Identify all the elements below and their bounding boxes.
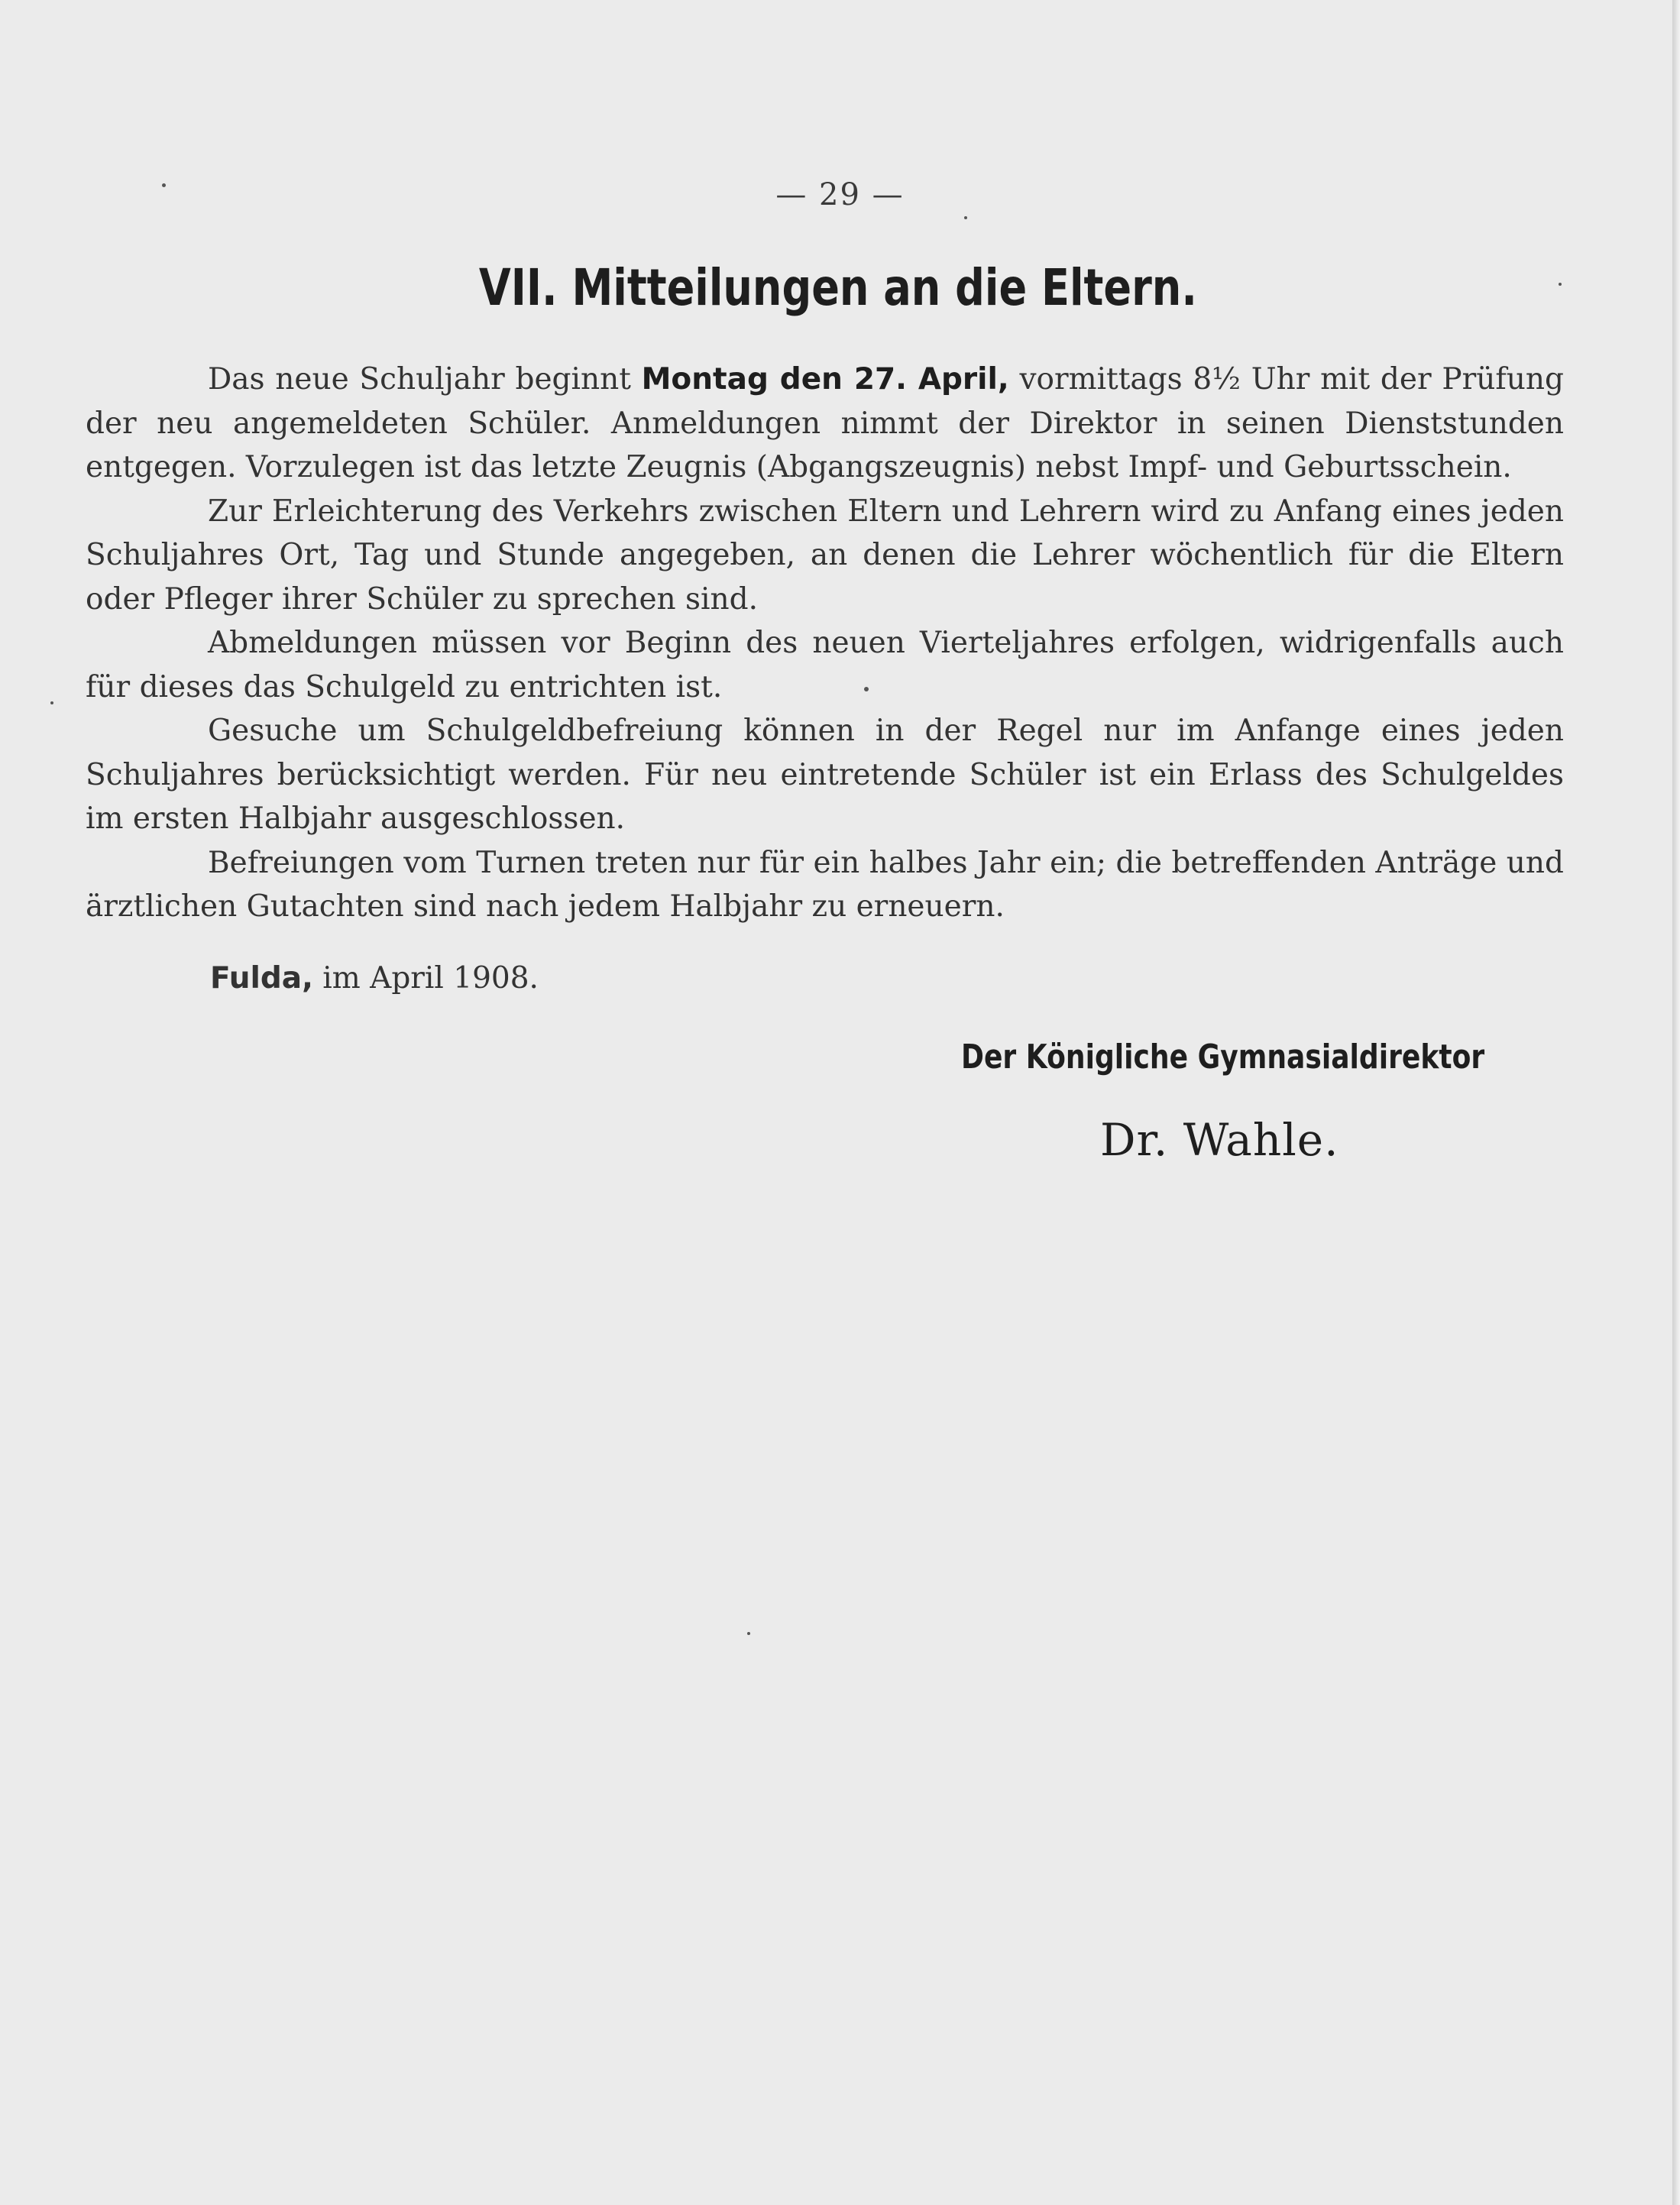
- scan-speck: [747, 1632, 750, 1635]
- paragraph-consultation-hours: Zur Erleichterung des Verkehrs zwischen Eltern und Lehrern wird zu Anfang eines jeden Schuljahres Ort, Tag und Stunde angegeben, an denen die Lehrer wöchentlich für die Eltern oder Pfleger ihrer Schüler zu sprechen sind.: [86, 494, 1564, 617]
- signature-title: Der Königliche Gymnasialdirektor: [961, 1038, 1485, 1077]
- page-number: — 29 —: [775, 177, 905, 212]
- paragraph-fee-exemption: Gesuche um Schulgeldbefreiung können in der Regel nur im Anfange eines jeden Schuljahres berücksichtigt werden. Für neu eintretende Schüler ist ein Erlass des Schulgeldes im ersten Halbjahr ausgeschlossen.: [86, 714, 1564, 836]
- scan-speck: [162, 183, 166, 187]
- page-edge: [1672, 0, 1680, 2205]
- start-date-emphasis: Montag den 27. April,: [641, 362, 1009, 397]
- paragraph-rest: vormittags 8½ Uhr mit der Prüfung der neu angemeldeten Schüler. Anmeldungen nimmt der Direktor in seinen Dienststunden entgegen. Vorzulegen ist das letzte Zeugnis (Abgangszeugnis) nebst Impf- und Geburtsschein.: [86, 362, 1564, 484]
- place: Fulda,: [210, 961, 313, 996]
- paragraph-lead: Das neue Schuljahr beginnt: [208, 362, 642, 397]
- place-date-line: [210, 961, 539, 996]
- paragraph-gymnastics-exemption: Befreiungen vom Turnen treten nur für ein halbes Jahr ein; die betreffenden Anträge und ärztlichen Gutachten sind nach jedem Halbjahr zu erneuern.: [86, 845, 1564, 924]
- paragraph-deregistration: Abmeldungen müssen vor Beginn des neuen Vierteljahres erfolgen, widrigenfalls auch für dieses das Schulgeld zu entrichten ist.: [86, 626, 1564, 704]
- body-text: [86, 358, 1564, 929]
- signature-name: Dr. Wahle.: [1100, 1114, 1339, 1166]
- date: im April 1908.: [322, 961, 539, 996]
- scan-speck: [864, 687, 869, 691]
- scan-speck: [50, 701, 53, 704]
- paragraph-school-year-start: [86, 358, 1564, 490]
- scan-speck: [964, 216, 967, 219]
- scan-speck: [1559, 283, 1562, 286]
- section-heading: VII. Mitteilungen an die Eltern.: [478, 258, 1197, 317]
